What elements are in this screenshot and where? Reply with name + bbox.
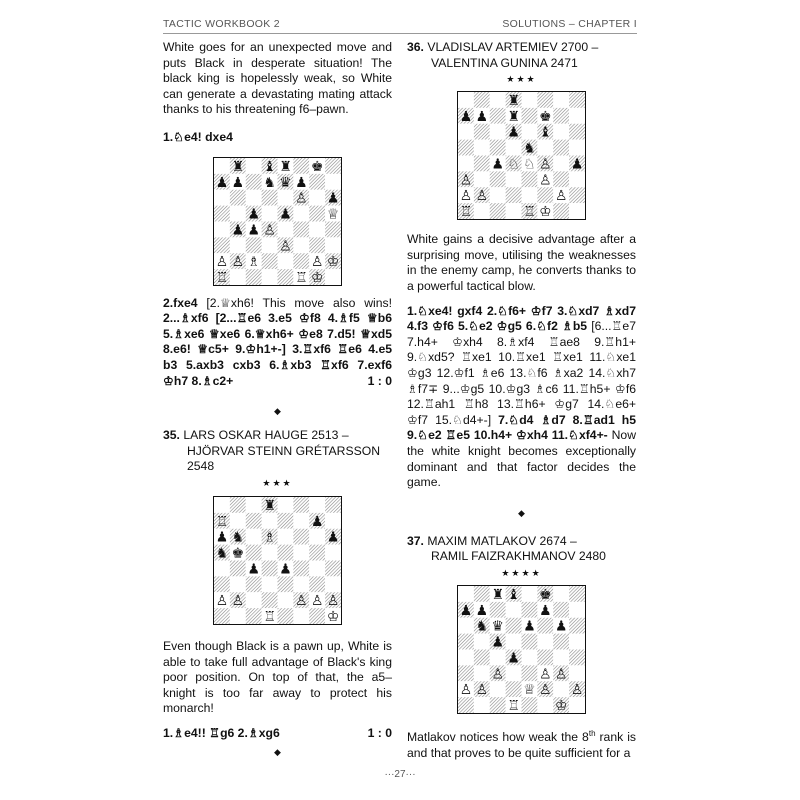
board-square	[230, 205, 246, 221]
board-square	[474, 156, 490, 172]
white-king-icon: ♔	[539, 204, 552, 221]
white-rook-icon: ♖	[263, 608, 276, 625]
board-square	[293, 529, 309, 545]
solution-line: 1.♗e4!! ♖g6 2.♗xg6 1 : 0	[163, 725, 392, 740]
black-knight-icon: ♞	[523, 140, 536, 157]
board-square	[458, 92, 474, 108]
board-square	[293, 576, 309, 592]
board-square	[309, 173, 325, 189]
board-square	[474, 649, 490, 665]
board-square	[246, 608, 262, 624]
board-square	[474, 203, 490, 219]
board-square	[293, 221, 309, 237]
black-pawn-icon: ♟	[507, 124, 520, 141]
board-square	[278, 497, 294, 513]
commentary-paragraph: Even though Black is a pawn up, White is able to take full advantage of Black's king poor position. On top of that, the a5–knight is too far away to protect his monarch!	[163, 638, 392, 716]
board-square	[474, 140, 490, 156]
running-header-chapter: SOLUTIONS – CHAPTER I	[502, 18, 637, 30]
white-pawn-icon: ♙	[279, 237, 292, 254]
board-square	[569, 140, 585, 156]
white-pawn-icon: ♙	[570, 682, 584, 699]
board-square	[537, 92, 553, 108]
board-square	[293, 205, 309, 221]
board-square	[490, 187, 506, 203]
white-pawn-icon: ♙	[539, 156, 552, 173]
board-square	[214, 497, 230, 513]
black-king-icon: ♚	[539, 586, 552, 603]
board-square	[246, 529, 262, 545]
black-pawn-icon: ♟	[459, 602, 473, 619]
black-king-icon: ♚	[539, 108, 552, 125]
black-bishop-icon: ♝	[263, 158, 276, 175]
board-square	[458, 156, 474, 172]
chess-diagram-35	[213, 496, 342, 625]
black-pawn-icon: ♟	[279, 206, 292, 223]
white-rook-icon: ♖	[215, 513, 229, 530]
difficulty-stars: ★★★★	[501, 567, 542, 578]
board-square	[278, 269, 294, 285]
board-square	[309, 560, 325, 576]
board-square	[230, 513, 246, 529]
board-square	[474, 697, 490, 713]
black-pawn-icon: ♟	[310, 513, 324, 530]
black-pawn-icon: ♟	[459, 108, 473, 125]
board-square	[246, 189, 262, 205]
white-pawn-icon: ♙	[231, 593, 245, 610]
board-square	[246, 269, 262, 285]
board-square	[569, 618, 585, 634]
board-square	[325, 237, 341, 253]
board-square	[553, 586, 569, 602]
black-rook-icon: ♜	[263, 497, 276, 514]
board-square	[458, 124, 474, 140]
board-square	[569, 697, 585, 713]
white-king-icon: ♔	[554, 697, 568, 714]
board-square	[537, 618, 553, 634]
board-square	[325, 576, 341, 592]
white-pawn-icon: ♙	[215, 253, 229, 270]
white-pawn-icon: ♙	[215, 593, 229, 610]
board-square	[278, 529, 294, 545]
board-square	[293, 497, 309, 513]
board-square	[490, 602, 506, 618]
black-pawn-icon: ♟	[326, 529, 340, 546]
solution-line: 1.♘xe4! gxf4 2.♘f6+ ♔f7 3.♘xd7 ♗xd7 4.f3 ♔f6 5.♘e2 ♔g5 6.♘f2 ♗b5 [6...♖e7 7.h4+ ♔xh4 8.♗xf4 ♖ae8 9.♖h1+ 9.♘xd5? ♖xe1 10.♖xe1 ♖xe1 11.♘xe1 ♔g3 12.♔f1 ♗e6 13.♘f6 ♗xa2 14.♘xh7 ♗f7∓ 9...♔g5 10.♔g3 ♗c6 11.♖h5+ ♔f6 12.♖ah1 ♖h8 13.♖h6+ ♔g7 14.♘e6+ ♔f7 15.♘d4+-] 7.♘d4 ♗d7 8.♖ad1 h5 9.♘e2 ♖e5 10.h4+ ♔xh4 11.♘xf4+- Now the white knight becomes exceptionally dominant and that factor decides the game.	[407, 303, 636, 490]
board-square	[522, 634, 538, 650]
board-square	[474, 634, 490, 650]
black-pawn-icon: ♟	[247, 206, 260, 223]
board-square	[214, 608, 230, 624]
black-knight-icon: ♞	[215, 545, 229, 562]
board-square	[246, 237, 262, 253]
game-heading-36: 36. VLADISLAV ARTEMIEV 2700 – VALENTINA GUNINA 2471	[407, 40, 599, 70]
board-square	[553, 602, 569, 618]
white-rook-icon: ♖	[523, 204, 536, 221]
board-square	[506, 602, 522, 618]
board-square	[278, 576, 294, 592]
board-square	[537, 649, 553, 665]
board-square	[262, 253, 278, 269]
white-pawn-icon: ♙	[554, 188, 568, 205]
white-pawn-icon: ♙	[295, 190, 308, 207]
board-square	[506, 618, 522, 634]
board-square	[569, 187, 585, 203]
board-square	[278, 545, 294, 561]
board-square	[262, 237, 278, 253]
board-square	[553, 203, 569, 219]
board-square	[325, 497, 341, 513]
board-square	[506, 172, 522, 188]
board-square	[506, 665, 522, 681]
black-pawn-icon: ♟	[215, 529, 229, 546]
white-pawn-icon: ♙	[263, 221, 276, 238]
black-queen-icon: ♛	[279, 174, 292, 191]
board-square	[214, 560, 230, 576]
board-square	[246, 513, 262, 529]
board-square	[458, 586, 474, 602]
black-knight-icon: ♞	[263, 174, 276, 191]
board-square	[506, 187, 522, 203]
board-square	[262, 545, 278, 561]
black-pawn-icon: ♟	[475, 108, 489, 125]
difficulty-stars: ★★★	[506, 74, 537, 85]
white-knight-icon: ♘	[523, 156, 536, 173]
chess-diagram-34	[213, 157, 342, 286]
board-square	[506, 140, 522, 156]
board-square	[458, 649, 474, 665]
board-square	[490, 92, 506, 108]
board-square	[293, 513, 309, 529]
black-pawn-icon: ♟	[326, 190, 340, 207]
board-square	[458, 140, 474, 156]
board-square	[506, 634, 522, 650]
white-rook-icon: ♖	[507, 697, 520, 714]
board-square	[569, 92, 585, 108]
black-rook-icon: ♜	[231, 158, 245, 175]
board-square	[262, 205, 278, 221]
black-pawn-icon: ♟	[247, 561, 260, 578]
board-square	[230, 608, 246, 624]
black-king-icon: ♚	[310, 158, 324, 175]
black-rook-icon: ♜	[491, 586, 504, 603]
white-pawn-icon: ♙	[554, 666, 568, 683]
white-king-icon: ♔	[326, 608, 340, 625]
board-square	[230, 576, 246, 592]
board-square	[490, 697, 506, 713]
board-square	[262, 189, 278, 205]
board-square	[309, 497, 325, 513]
white-bishop-icon: ♗	[247, 253, 260, 270]
white-queen-icon: ♕	[326, 206, 340, 223]
commentary-paragraph: White goes for an unexpected move and puts Black in desperate situation! The black king is hopelessly weak, so White can generate a devastating mating attack thanks to his threatening f6–pawn.	[163, 40, 392, 117]
board-square	[569, 649, 585, 665]
black-pawn-icon: ♟	[215, 174, 229, 191]
board-square	[522, 172, 538, 188]
board-square	[537, 187, 553, 203]
black-pawn-icon: ♟	[491, 634, 504, 651]
commentary-paragraph: Matlakov notices how weak the 8th rank is and that proves to be quite sufficient for a	[407, 728, 636, 760]
black-bishop-icon: ♝	[507, 586, 520, 603]
board-square	[474, 172, 490, 188]
board-square	[325, 221, 341, 237]
board-square	[325, 173, 341, 189]
board-square	[490, 681, 506, 697]
commentary-paragraph: White gains a decisive advantage after a surprising move, utilising the weaknesses in the enemy camp, he converts thanks to a powerful tactical blow.	[407, 232, 636, 293]
board-square	[262, 592, 278, 608]
board-square	[309, 237, 325, 253]
game-result: 1 : 0	[367, 725, 392, 740]
board-square	[278, 221, 294, 237]
black-pawn-icon: ♟	[539, 602, 552, 619]
board-square	[262, 513, 278, 529]
board-square	[569, 108, 585, 124]
board-square	[325, 269, 341, 285]
running-header-title: TACTIC WORKBOOK 2	[163, 18, 280, 30]
board-square	[230, 189, 246, 205]
black-rook-icon: ♜	[507, 93, 520, 110]
board-square	[569, 665, 585, 681]
board-square	[458, 665, 474, 681]
white-pawn-icon: ♙	[539, 666, 552, 683]
board-square	[230, 497, 246, 513]
board-square	[522, 649, 538, 665]
board-square	[325, 513, 341, 529]
board-square	[458, 697, 474, 713]
board-square	[214, 189, 230, 205]
chess-diagram-37	[457, 585, 586, 714]
board-square	[309, 545, 325, 561]
black-pawn-icon: ♟	[523, 618, 536, 635]
board-square	[278, 513, 294, 529]
board-square	[309, 205, 325, 221]
board-square	[214, 237, 230, 253]
board-square	[293, 560, 309, 576]
board-square	[553, 124, 569, 140]
black-pawn-icon: ♟	[231, 221, 245, 238]
board-square	[553, 681, 569, 697]
board-square	[278, 189, 294, 205]
board-square	[293, 158, 309, 174]
black-knight-icon: ♞	[475, 618, 489, 635]
board-square	[293, 253, 309, 269]
black-pawn-icon: ♟	[247, 221, 260, 238]
black-pawn-icon: ♟	[554, 618, 568, 635]
white-pawn-icon: ♙	[459, 188, 473, 205]
board-square	[522, 665, 538, 681]
board-square	[553, 634, 569, 650]
board-square	[246, 545, 262, 561]
board-square	[490, 649, 506, 665]
board-square	[522, 602, 538, 618]
white-king-icon: ♔	[326, 253, 340, 270]
board-square	[474, 665, 490, 681]
white-pawn-icon: ♙	[491, 666, 504, 683]
board-square	[214, 205, 230, 221]
board-square	[474, 124, 490, 140]
board-square	[537, 634, 553, 650]
solution-line: 2.fxe4 [2.♕xh6! This move also wins! 2...♗xf6 [2...♖e6 3.e5 ♔f8 4.♗f5 ♕b6 5.♗xe6 ♕xe6 6.♕xh6+ ♔e8 7.d5! ♕xd5 8.e6! ♕c5+ 9.♔h1+-] 3.♖xf6 ♖e6 4.e5 b3 5.axb3 cxb3 6.♗xb3 ♖xf6 7.exf6 ♔h7 8.♗c2+ 1 : 0	[163, 295, 392, 388]
board-square	[490, 172, 506, 188]
board-square	[214, 576, 230, 592]
board-square	[309, 608, 325, 624]
board-square	[278, 253, 294, 269]
white-pawn-icon: ♙	[295, 593, 308, 610]
white-pawn-icon: ♙	[310, 593, 324, 610]
board-square	[309, 221, 325, 237]
white-pawn-icon: ♙	[231, 253, 245, 270]
board-square	[278, 608, 294, 624]
board-square	[506, 681, 522, 697]
white-pawn-icon: ♙	[310, 253, 324, 270]
board-square	[246, 576, 262, 592]
board-square	[490, 124, 506, 140]
black-rook-icon: ♜	[279, 158, 292, 175]
black-pawn-icon: ♟	[231, 174, 245, 191]
black-king-icon: ♚	[231, 545, 245, 562]
board-square	[569, 172, 585, 188]
board-square	[553, 649, 569, 665]
board-square	[522, 586, 538, 602]
section-divider: ◆	[274, 747, 281, 758]
black-pawn-icon: ♟	[295, 174, 308, 191]
board-square	[262, 269, 278, 285]
left-column	[163, 40, 392, 758]
board-square	[569, 634, 585, 650]
board-square	[569, 586, 585, 602]
board-square	[214, 221, 230, 237]
black-pawn-icon: ♟	[507, 650, 520, 667]
board-square	[230, 560, 246, 576]
board-square	[537, 140, 553, 156]
board-square	[293, 237, 309, 253]
white-pawn-icon: ♙	[459, 682, 473, 699]
chess-diagram-36	[457, 91, 586, 220]
board-square	[262, 560, 278, 576]
black-pawn-icon: ♟	[570, 156, 584, 173]
board-square	[325, 560, 341, 576]
board-square	[309, 529, 325, 545]
board-square	[553, 172, 569, 188]
board-square	[537, 697, 553, 713]
white-pawn-icon: ♙	[326, 593, 340, 610]
game-heading-35: 35. LARS OSKAR HAUGE 2513 – HJÖRVAR STEINN GRÉTARSSON 2548	[163, 428, 380, 474]
board-square	[522, 697, 538, 713]
board-square	[246, 158, 262, 174]
black-pawn-icon: ♟	[279, 561, 292, 578]
black-queen-icon: ♛	[491, 618, 504, 635]
board-square	[569, 602, 585, 618]
board-square	[490, 108, 506, 124]
black-pawn-icon: ♟	[491, 156, 504, 173]
board-square	[553, 92, 569, 108]
game-heading-37: 37. MAXIM MATLAKOV 2674 – RAMIL FAIZRAKHMANOV 2480	[407, 533, 606, 564]
board-square	[293, 545, 309, 561]
page-number: ···27···	[384, 769, 416, 780]
board-square	[309, 576, 325, 592]
board-square	[230, 269, 246, 285]
white-rook-icon: ♖	[215, 269, 229, 286]
white-pawn-icon: ♙	[459, 172, 473, 189]
white-rook-icon: ♖	[459, 204, 473, 221]
board-square	[553, 140, 569, 156]
board-square	[506, 203, 522, 219]
board-square	[246, 497, 262, 513]
board-square	[230, 237, 246, 253]
board-square	[569, 203, 585, 219]
board-square	[325, 545, 341, 561]
section-divider: ◆	[518, 507, 525, 518]
board-square	[325, 158, 341, 174]
board-square	[522, 108, 538, 124]
board-square	[474, 92, 490, 108]
white-rook-icon: ♖	[295, 269, 308, 286]
board-square	[522, 92, 538, 108]
board-square	[553, 156, 569, 172]
board-square	[490, 203, 506, 219]
black-knight-icon: ♞	[231, 529, 245, 546]
white-pawn-icon: ♙	[539, 172, 552, 189]
board-square	[490, 140, 506, 156]
board-square	[214, 158, 230, 174]
black-pawn-icon: ♟	[475, 602, 489, 619]
black-bishop-icon: ♝	[539, 124, 552, 141]
board-square	[522, 187, 538, 203]
board-square	[262, 576, 278, 592]
board-square	[309, 189, 325, 205]
board-square	[458, 634, 474, 650]
section-divider: ◆	[274, 406, 281, 417]
header-rule	[163, 33, 637, 34]
difficulty-stars: ★★★	[262, 477, 293, 488]
board-square	[474, 586, 490, 602]
white-pawn-icon: ♙	[475, 682, 489, 699]
board-square	[553, 108, 569, 124]
main-line: 1.♘e4! dxe4	[163, 129, 233, 144]
white-bishop-icon: ♗	[263, 529, 276, 546]
white-knight-icon: ♘	[507, 156, 520, 173]
board-square	[569, 124, 585, 140]
board-square	[246, 173, 262, 189]
board-square	[522, 124, 538, 140]
white-queen-icon: ♕	[523, 682, 536, 699]
board-square	[278, 592, 294, 608]
white-pawn-icon: ♙	[539, 682, 552, 699]
board-square	[458, 618, 474, 634]
black-rook-icon: ♜	[507, 108, 520, 125]
board-square	[293, 608, 309, 624]
white-pawn-icon: ♙	[475, 188, 489, 205]
game-result: 1 : 0	[367, 373, 392, 388]
right-column	[407, 40, 636, 761]
white-king-icon: ♔	[310, 269, 324, 286]
board-square	[246, 592, 262, 608]
